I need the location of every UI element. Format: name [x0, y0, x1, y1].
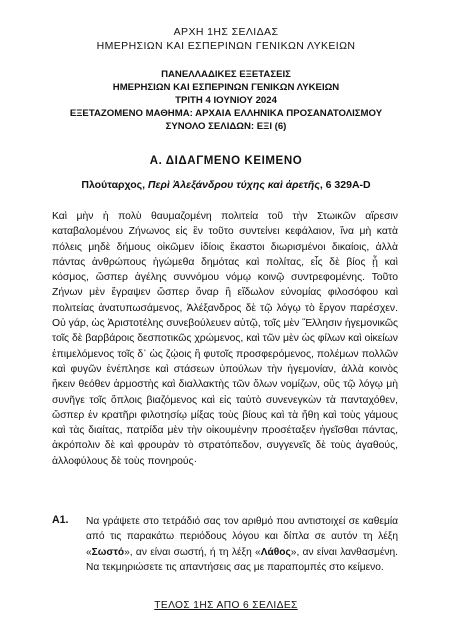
source-author: Πλούταρχος, — [81, 179, 148, 191]
exam-date: ΤΡΙΤΗ 4 ΙΟΥΝΙΟΥ 2024 — [175, 95, 277, 106]
question-text-part-2: », αν είναι σωστή, ή τη λέξη « — [124, 546, 261, 558]
section-title: Α. ΔΙΔΑΓΜΕΝΟ ΚΕΙΜΕΝΟ — [149, 155, 303, 167]
question-text-part-1: Να γράψετε στο τετράδιό σας τον αριθμό που αντιστοιχεί σε καθεμία από τις παρακάτω περιόδους λόγου και δίπλα σε αυτόν τη λέξη « — [86, 516, 398, 558]
exam-schools: ΗΜΕΡΗΣΙΩΝ ΚΑΙ ΕΣΠΕΡΙΝΩΝ ΓΕΝΙΚΩΝ ΛΥΚΕΙΩΝ — [112, 82, 340, 93]
exam-pages: ΣΥΝΟΛΟ ΣΕΛΙΔΩΝ: ΕΞΙ (6) — [165, 121, 287, 132]
question-text — [86, 514, 398, 575]
page-footer — [0, 600, 452, 611]
exam-title: ΠΑΝΕΛΛΑΔΙΚΕΣ ΕΞΕΤΑΣΕΙΣ — [161, 69, 291, 80]
word-correct: Σωστό — [91, 546, 125, 558]
question-label: Α1. — [52, 514, 69, 526]
source-work: Περὶ Ἀλεξάνδρου τύχης καὶ ἀρετῆς — [147, 179, 320, 191]
question-text-part-3: », αν είναι λανθασμένη. Να τεκμηριώσετε τις απαντήσεις σας με παραπομπές στο κείμενο. — [86, 546, 398, 573]
word-wrong: Λάθος — [260, 546, 291, 558]
page-start-label: ΑΡΧΗ 1ΗΣ ΣΕΛΙΔΑΣ — [173, 26, 279, 38]
source-reference: , 6 329A-D — [319, 179, 371, 191]
source-citation — [0, 179, 452, 191]
exam-subject: ΕΞΕΤΑΖΟΜΕΝΟ ΜΑΘΗΜΑ: ΑΡΧΑΙΑ ΕΛΛΗΝΙΚΑ ΠΡΟΣΑΝΑΤΟΛΙΣΜΟΥ — [69, 108, 383, 119]
page-footer-text: ΤΕΛΟΣ 1ΗΣ ΑΠΟ 6 ΣΕΛΙΔΕΣ — [154, 600, 298, 611]
ancient-text: Καὶ μὴν ἡ πολὺ θαυμαζομένη πολιτεία τοῦ τὴν Στωικῶν αἵρεσιν καταβαλομένου Ζήνωνος εἰς ἓν τοῦτο συντείνει κεφάλαιον, ἵνα μὴ κατὰ πόλεις μηδὲ δήμους οἰκῶμεν ἰδίοις ἕκαστοι διωρισμένοι δικαίοις, ἀλλὰ πάντας ἀνθρώπους ἡγώμεθα δημότας καὶ πολίτας, εἷς δὲ βίος ᾖ καὶ κόσμος, ὥσπερ ἀγέλης συννόμου νόμῳ κοινῷ συντρεφομένης. Τοῦτο Ζήνων μὲν ἔγραψεν ὥσπερ ὄναρ ἢ εἴδωλον εὐνομίας φιλοσόφου καὶ πολιτείας ἀνατυπωσάμενος, Ἀλέξανδρος δὲ τῷ λόγῳ τὸ ἔργον παρέσχεν. Οὐ γάρ, ὡς Ἀριστοτέλης συνεβούλευεν αὐτῷ, τοῖς μὲν Ἕλλησιν ἡγεμονικῶς τοῖς δὲ βαρβάροις δεσποτικῶς χρώμενος, καὶ τῶν μὲν ὡς φίλων καὶ οἰκείων ἐπιμελόμενος τοῖς δ᾽ ὡς ζῴοις ἢ φυτοῖς προσφερόμενος, πολέμων πολλῶν καὶ φυγῶν ἐνέπλησε καὶ στάσεων ὑπούλων τὴν ἡγεμονίαν, ἀλλὰ κοινὸς ἥκειν θεόθεν ἁρμοστὴς καὶ διαλλακτὴς τῶν ὅλων νομίζων, οὓς τῷ λόγῳ μὴ συνῆγε τοῖς ὅπλοις βιαζόμενος καὶ εἰς ταὐτὸ συνενεγκὼν τὰ πανταχόθεν, ὥσπερ ἐν κρατῆρι φιλοτησίῳ μίξας τοὺς βίους καὶ τὰ ἤθη καὶ τοὺς γάμους καὶ τὰς διαίτας, πατρίδα μὲν τὴν οἰκουμένην προσέταξεν ἡγεῖσθαι πάντας, ἀκρόπολιν δὲ καὶ φρουρὰν τὸ στρατόπεδον, συγγενεῖς δὲ τοὺς ἀγαθούς, ἀλλοφύλους δὲ τοὺς πονηρούς· — [52, 211, 399, 467]
page-header-schools: ΗΜΕΡΗΣΙΩΝ ΚΑΙ ΕΣΠΕΡΙΝΩΝ ΓΕΝΙΚΩΝ ΛΥΚΕΙΩΝ — [96, 40, 356, 52]
